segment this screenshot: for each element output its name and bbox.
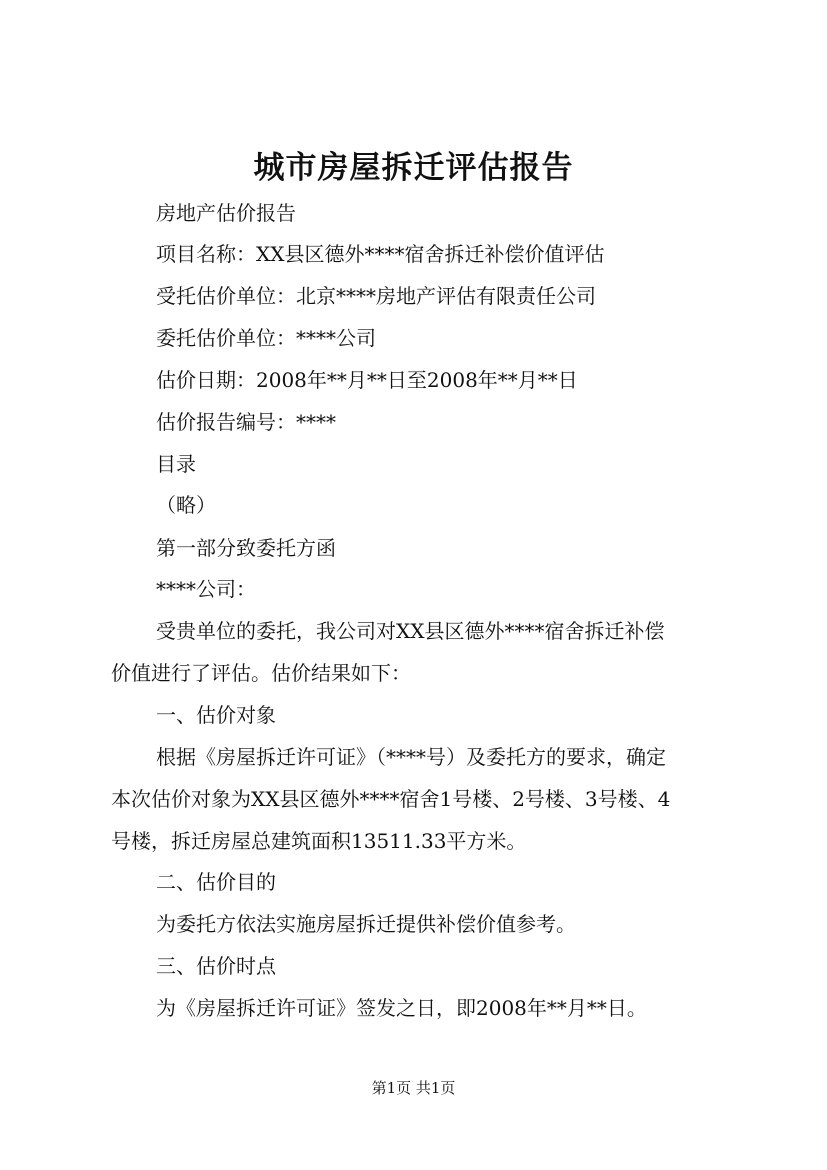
letter-body-line: 受贵单位的委托，我公司对XX县区德外****宿舍拆迁补偿	[156, 619, 665, 643]
object-body-line: 根据《房屋拆迁许可证》（****号）及委托方的要求，确定	[156, 745, 666, 769]
object-body-line: 本次估价对象为XX县区德外****宿舍1号楼、2号楼、3号楼、4	[111, 787, 671, 811]
timepoint-body-line: 为《房屋拆迁许可证》签发之日，即2008年**月**日。	[156, 996, 647, 1020]
section-heading-purpose: 二、估价目的	[156, 870, 276, 894]
section-heading-object: 一、估价对象	[156, 703, 276, 727]
client-line: 委托估价单位：****公司	[156, 326, 376, 350]
appraisal-date-line: 估价日期：2008年**月**日至2008年**月**日	[156, 368, 578, 392]
toc-omitted-line: （略）	[156, 493, 216, 517]
report-number-line: 估价报告编号：****	[156, 410, 336, 434]
letter-body-line: 价值进行了评估。估价结果如下：	[111, 661, 411, 685]
page-footer: 第1页 共1页	[371, 1079, 456, 1097]
object-body-line: 号楼，拆迁房屋总建筑面积13511.33平方米。	[111, 829, 527, 853]
toc-heading: 目录	[156, 452, 196, 476]
project-name-line: 项目名称：XX县区德外****宿舍拆迁补偿价值评估	[156, 242, 605, 266]
appraiser-line: 受托估价单位：北京****房地产评估有限责任公司	[156, 284, 596, 308]
document-title: 城市房屋拆迁评估报告	[253, 150, 574, 186]
letter-addressee: ****公司：	[156, 577, 256, 601]
report-type-line: 房地产估价报告	[156, 201, 296, 225]
section-heading-timepoint: 三、估价时点	[156, 954, 276, 978]
purpose-body-line: 为委托方依法实施房屋拆迁提供补偿价值参考。	[156, 912, 576, 936]
section-heading-part-one: 第一部分致委托方函	[156, 536, 336, 560]
